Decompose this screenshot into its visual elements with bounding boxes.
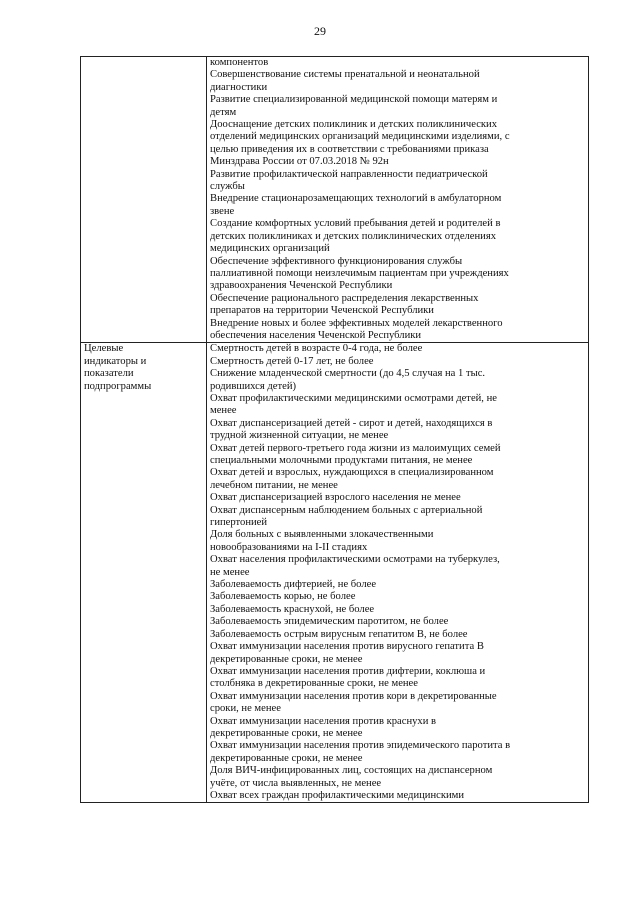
list-item-line: звене bbox=[210, 205, 235, 217]
row-label-line: показатели bbox=[84, 368, 134, 380]
list-item-line: Охват диспансеризацией детей - сирот и детей, находящихся в bbox=[210, 417, 493, 429]
row-label-line: подпрограммы bbox=[84, 380, 152, 392]
list-item-line: учёте, от числа выявленных, не менее bbox=[210, 777, 382, 789]
list-item-line: Заболеваемость краснухой, не более bbox=[210, 603, 375, 615]
list-item bbox=[210, 604, 585, 616]
list-item bbox=[210, 716, 585, 741]
list-item-line: декретированные сроки, не менее bbox=[210, 653, 363, 665]
list-item-line: новообразованиями на I-II стадиях bbox=[210, 541, 368, 553]
list-item-line: Охват детей и взрослых, нуждающихся в специализированном bbox=[210, 467, 494, 479]
list-item bbox=[210, 418, 585, 443]
list-item-line: Развитие профилактической направленности педиатрической bbox=[210, 168, 488, 180]
list-item-line: детям bbox=[210, 106, 237, 118]
list-item bbox=[210, 256, 585, 293]
list-item-line: декретированные сроки, не менее bbox=[210, 727, 363, 739]
list-item-line: Охват диспансерным наблюдением больных с артериальной bbox=[210, 504, 483, 516]
list-item-line: компонентов bbox=[210, 57, 269, 68]
list-item-line: целью приведения их в соответствии с требованиями приказа bbox=[210, 143, 489, 155]
list-item-line: Создание комфортных условий пребывания детей и родителей в bbox=[210, 218, 501, 230]
list-item-line: Заболеваемость корью, не более bbox=[210, 591, 356, 603]
list-item-line: обеспечения населения Чеченской Республики bbox=[210, 329, 422, 341]
page-number: 29 bbox=[314, 24, 326, 38]
list-item bbox=[210, 740, 585, 765]
list-item-line: здравоохранения Чеченской Республики bbox=[210, 280, 393, 292]
list-item-line: отделений медицинских организаций медицинскими изделиями, с bbox=[210, 131, 510, 143]
list-item bbox=[210, 343, 585, 355]
row-label-cell bbox=[81, 57, 207, 343]
list-item-line: Охват профилактическими медицинскими осмотрами детей, не bbox=[210, 392, 497, 404]
list-item-line: Заболеваемость острым вирусным гепатитом В, не более bbox=[210, 628, 468, 640]
list-item-line: препаратов на территории Чеченской Республики bbox=[210, 305, 434, 317]
list-item bbox=[210, 443, 585, 468]
list-item-line: Внедрение новых и более эффективных моделей лекарственного bbox=[210, 317, 503, 329]
list-item-line: Охват диспансеризацией взрослого населения не менее bbox=[210, 492, 461, 504]
list-item bbox=[210, 318, 585, 343]
list-item bbox=[210, 579, 585, 591]
table-body bbox=[81, 57, 589, 803]
list-item-line: службы bbox=[210, 181, 245, 193]
list-item-line: Дооснащение детских поликлиник и детских поликлинических bbox=[210, 119, 498, 131]
row-content-cell bbox=[207, 57, 589, 343]
list-item-line: Обеспечение рационального распределения лекарственных bbox=[210, 292, 479, 304]
row-label-line: Целевые bbox=[84, 343, 124, 355]
list-item-line: лечебном питании, не менее bbox=[210, 479, 338, 491]
list-item bbox=[210, 119, 585, 169]
list-item-line: медицинских организаций bbox=[210, 243, 330, 255]
list-item bbox=[210, 57, 585, 69]
list-item-line: Заболеваемость эпидемическим паротитом, не более bbox=[210, 616, 449, 628]
list-item-line: менее bbox=[210, 405, 237, 417]
list-item-line: специальными молочными продуктами питания, не менее bbox=[210, 455, 473, 466]
list-item-line: Снижение младенческой смертности (до 4,5 случая на 1 тыс. bbox=[210, 368, 486, 380]
list-item-line: родившихся детей) bbox=[210, 380, 297, 392]
list-item-line: Заболеваемость дифтерией, не более bbox=[210, 579, 377, 591]
list-item bbox=[210, 393, 585, 418]
list-item bbox=[210, 368, 585, 393]
list-item-line: детских поликлиниках и детских поликлинических отделениях bbox=[210, 230, 497, 242]
list-item-line: Смертность детей в возрасте 0-4 года, не более bbox=[210, 343, 423, 355]
list-item bbox=[210, 356, 585, 368]
list-item bbox=[210, 218, 585, 255]
list-item-line: Доля больных с выявленными злокачественными bbox=[210, 529, 434, 541]
list-item-line: Совершенствование системы пренатальной и неонатальной bbox=[210, 69, 480, 81]
list-item-line: Охват иммунизации населения против кори в декретированные bbox=[210, 690, 497, 702]
list-item-line: паллиативной помощи неизлечимым пациентам при учреждениях bbox=[210, 267, 509, 279]
list-item bbox=[210, 616, 585, 628]
list-item-line: трудной жизненной ситуации, не менее bbox=[210, 430, 389, 442]
list-item bbox=[210, 169, 585, 194]
list-item bbox=[210, 666, 585, 691]
list-item bbox=[210, 591, 585, 603]
list-item-line: Внедрение стационарозамещающих технологий в амбулаторном bbox=[210, 193, 502, 205]
list-item-line: Охват иммунизации населения против эпидемического паротита в bbox=[210, 740, 511, 752]
list-item-line: гипертонией bbox=[210, 517, 268, 529]
list-item-line: не менее bbox=[210, 566, 250, 578]
list-item bbox=[210, 293, 585, 318]
list-item bbox=[210, 790, 585, 802]
list-item bbox=[210, 94, 585, 119]
subprogram-table bbox=[80, 56, 589, 803]
list-item-line: сроки, не менее bbox=[210, 703, 281, 715]
list-item bbox=[210, 492, 585, 504]
list-item bbox=[210, 554, 585, 579]
list-item-line: Доля ВИЧ-инфицированных лиц, состоящих на диспансерном bbox=[210, 765, 493, 777]
list-item bbox=[210, 765, 585, 790]
list-item bbox=[210, 505, 585, 530]
list-item bbox=[210, 69, 585, 94]
list-item-line: Охват иммунизации населения против краснухи в bbox=[210, 715, 437, 727]
list-item-line: Развитие специализированной медицинской помощи матерям и bbox=[210, 94, 498, 106]
list-item bbox=[210, 641, 585, 666]
list-item-line: столбняка в декретированные сроки, не менее bbox=[210, 678, 418, 690]
list-item-line: Минздрава России от 07.03.2018 № 92н bbox=[210, 156, 389, 168]
row-label-line: индикаторы и bbox=[84, 355, 147, 367]
row-label-cell bbox=[81, 343, 207, 803]
list-item-line: Охват всех граждан профилактическими медицинскими bbox=[210, 789, 465, 801]
list-item bbox=[210, 193, 585, 218]
table-row bbox=[81, 343, 589, 803]
list-item bbox=[210, 691, 585, 716]
list-item-line: Охват иммунизации населения против дифтерии, коклюша и bbox=[210, 665, 486, 677]
list-item bbox=[210, 529, 585, 554]
list-item-line: Охват иммунизации населения против вирусного гепатита В bbox=[210, 641, 484, 653]
list-item-line: Смертность детей 0-17 лет, не более bbox=[210, 355, 374, 367]
list-item-line: Охват населения профилактическими осмотрами на туберкулез, bbox=[210, 554, 500, 566]
list-item-line: Обеспечение эффективного функционирования службы bbox=[210, 255, 463, 267]
list-item-line: декретированные сроки, не менее bbox=[210, 752, 363, 764]
table-row bbox=[81, 57, 589, 343]
list-item-line: Охват детей первого-третьего года жизни из малоимущих семей bbox=[210, 442, 501, 454]
row-content-cell bbox=[207, 343, 589, 803]
list-item bbox=[210, 629, 585, 641]
list-item-line: диагностики bbox=[210, 81, 268, 93]
list-item bbox=[210, 467, 585, 492]
